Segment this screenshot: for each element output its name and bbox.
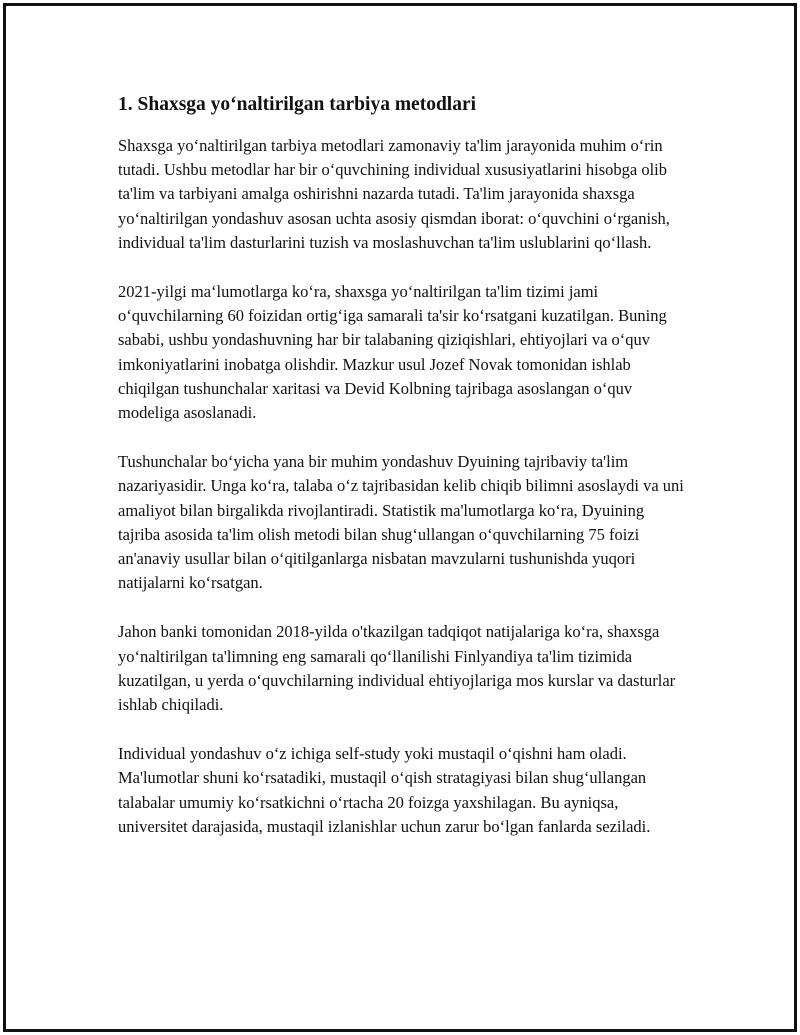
paragraph-2: 2021-yilgi ma‘lumotlarga ko‘ra, shaxsga yo‘naltirilgan ta'lim tizimi jami o‘quvchilarning 60 foizidan ortig‘iga samarali ta'sir ko‘rsatgani kuzatilgan. Buning sababi, ushbu yondashuvning har bir talabaning qiziqishlari, ehtiyojlari va o‘quv imkoniyatlarini inobatga olishdir. Mazkur usul Jozef Novak tomonidan ishlab chiqilgan tushunchalar xaritasi va Devid Kolbning tajribaga asoslangan o‘quv modeliga asoslanadi. xyxy=(118,282,667,423)
paragraph-4: Jahon banki tomonidan 2018-yilda o'tkazilgan tadqiqot natijalariga ko‘ra, shaxsga yo‘naltirilgan ta'limning eng samarali qo‘llanilishi Finlyandiya ta'lim tizimida kuzatilgan, u yerda o‘quvchilarning individual ehtiyojlariga mos kurslar va dasturlar ishlab chiqiladi. xyxy=(118,622,676,715)
paragraph-1: Shaxsga yo‘naltirilgan tarbiya metodlari zamonaviy ta'lim jarayonida muhim o‘rin tutadi. Ushbu metodlar har bir o‘quvchining individual xususiyatlarini hisobga olib ta'lim va tarbiyani amalga oshirishni nazarda tutadi. Ta'lim jarayonida shaxsga yo‘naltirilgan yondashuv asosan uchta asosiy qismdan iborat: o‘quvchini o‘rganish, individual ta'lim dasturlarini tuzish va moslashuvchan ta'lim uslublarini qo‘llash. xyxy=(118,136,670,252)
paragraph-3: Tushunchalar bo‘yicha yana bir muhim yondashuv Dyuining tajribaviy ta'lim nazariyasidir. Unga ko‘ra, talaba o‘z tajribasidan kelib chiqib bilimni asoslaydi va uni amaliyot bilan birgalikda rivojlantiradi. Statistik ma'lumotlarga ko‘ra, Dyuining tajriba asosida ta'lim olish metodi bilan shug‘ullangan o‘quvchilarning 75 foizi an'anaviy usullar bilan o‘qitilganlarga nisbatan mavzularni tushunishda yuqori natijalarni ko‘rsatgan. xyxy=(118,452,684,593)
section-heading: 1. Shaxsga yo‘naltirilgan tarbiya metodlari xyxy=(118,94,477,115)
paragraph-5: Individual yondashuv o‘z ichiga self-study yoki mustaqil o‘qishni ham oladi. Ma'lumotlar shuni ko‘rsatadiki, mustaqil o‘qish stratagiyasi bilan shug‘ullangan talabalar umumiy ko‘rsatkichni o‘rtacha 20 foizga yaxshilagan. Bu ayniqsa, universitet darajasida, mustaqil izlanishlar uchun zarur bo‘lgan fanlarda seziladi. xyxy=(118,744,651,836)
document-body xyxy=(118,92,690,864)
